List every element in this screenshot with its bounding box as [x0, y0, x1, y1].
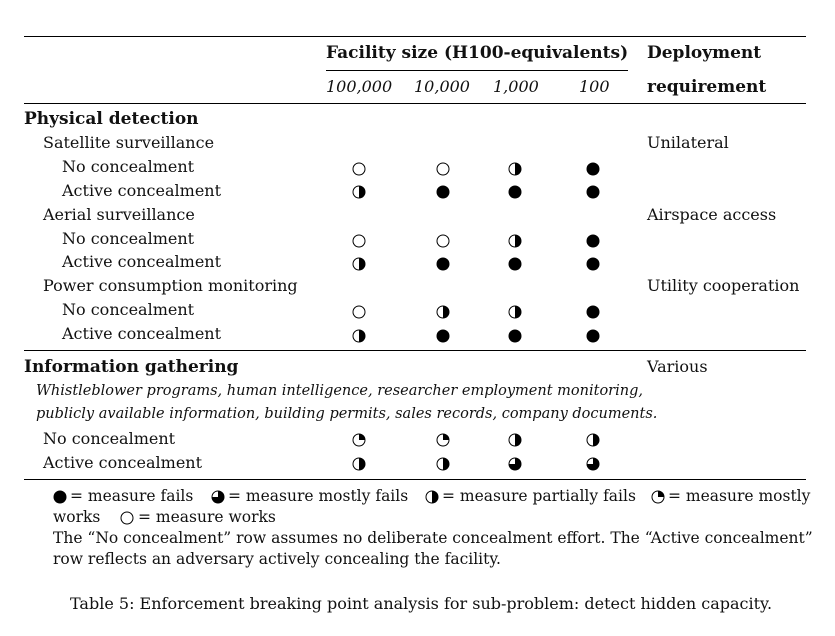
size-100000: 100,000 [326, 77, 393, 96]
method-aerial: Aerial surveillance [43, 205, 195, 224]
legend-mostly-works-icon [651, 489, 665, 508]
rating-mostly-fails-icon [586, 456, 600, 475]
section-information-title: Information gathering [24, 357, 239, 377]
rating-fails-icon [586, 184, 600, 203]
legend-fails-text: = measure fails [70, 487, 194, 505]
rating-partially-fails-icon [508, 161, 522, 180]
rating-works-icon [352, 233, 366, 252]
row-label: No concealment [62, 300, 195, 319]
rating-works-icon [436, 161, 450, 180]
rating-partially-fails-icon [508, 233, 522, 252]
rating-partially-fails-icon [436, 456, 450, 475]
legend-works-text: = measure works [138, 508, 276, 526]
table-caption: Table 5: Enforcement breaking point analysis for sub-problem: detect hidden capacity. [70, 594, 773, 613]
rating-partially-fails-icon [352, 456, 366, 475]
rating-fails-icon [436, 328, 450, 347]
legend-works-icon [120, 510, 134, 529]
rating-fails-icon [586, 161, 600, 180]
information-desc-1: Whistleblower programs, human intelligence, researcher employment monitoring, [36, 383, 643, 399]
legend-fails-icon [53, 489, 67, 508]
rating-fails-icon [586, 304, 600, 323]
rating-works-icon [436, 233, 450, 252]
requirement-satellite: Unilateral [647, 133, 729, 152]
rating-partially-fails-icon [586, 432, 600, 451]
legend-partially-fails-icon [425, 489, 439, 508]
facility-size-header: Facility size (H100-equivalents) [326, 43, 629, 63]
rating-mostly-fails-icon [508, 456, 522, 475]
row-label: No concealment [43, 429, 176, 448]
rating-works-icon [352, 161, 366, 180]
rating-fails-icon [586, 233, 600, 252]
rating-partially-fails-icon [436, 304, 450, 323]
requirement-aerial: Airspace access [647, 205, 777, 224]
legend-mostly-works-text: = measure mostly [668, 487, 811, 505]
rating-fails-icon [508, 256, 522, 275]
top-rule [24, 36, 806, 37]
facility-size-underline [326, 70, 628, 71]
legend-note-1: The “No concealment” row assumes no deliberate concealment effort. The “Active concealment” [53, 529, 813, 547]
section-rule [24, 350, 806, 351]
size-1000: 1,000 [493, 77, 539, 96]
requirement-information: Various [647, 357, 708, 376]
size-100: 100 [579, 77, 610, 96]
rating-fails-icon [508, 184, 522, 203]
legend-mostly-fails-icon [211, 489, 225, 508]
rating-fails-icon [436, 256, 450, 275]
row-label: Active concealment [62, 181, 222, 200]
size-10000: 10,000 [414, 77, 470, 96]
row-label: No concealment [62, 157, 195, 176]
rating-works-icon [352, 304, 366, 323]
rating-partially-fails-icon [508, 432, 522, 451]
rating-fails-icon [586, 328, 600, 347]
requirement-power: Utility cooperation [647, 276, 800, 295]
rating-partially-fails-icon [352, 184, 366, 203]
rating-fails-icon [586, 256, 600, 275]
rating-partially-fails-icon [508, 304, 522, 323]
rating-mostly-works-icon [352, 432, 366, 451]
legend-partially-fails-text: = measure partially fails [442, 487, 636, 505]
legend-mostly-fails-text: = measure mostly fails [228, 487, 409, 505]
rating-partially-fails-icon [352, 256, 366, 275]
bottom-rule [24, 479, 806, 480]
row-label: No concealment [62, 229, 195, 248]
rating-fails-icon [508, 328, 522, 347]
rating-fails-icon [436, 184, 450, 203]
method-satellite: Satellite surveillance [43, 133, 215, 152]
legend-mostly-works-text-cont: works [53, 508, 101, 526]
rating-partially-fails-icon [352, 328, 366, 347]
row-label: Active concealment [43, 453, 203, 472]
method-power: Power consumption monitoring [43, 276, 298, 295]
deployment-header-2: requirement [647, 77, 767, 97]
row-label: Active concealment [62, 324, 222, 343]
header-rule [24, 103, 806, 104]
deployment-header-1: Deployment [647, 43, 762, 63]
section-physical-title: Physical detection [24, 109, 199, 129]
legend-note-2: row reflects an adversary actively concealing the facility. [53, 550, 501, 568]
information-desc-2: publicly available information, building permits, sales records, company documents. [36, 406, 658, 422]
row-label: Active concealment [62, 252, 222, 271]
rating-mostly-works-icon [436, 432, 450, 451]
